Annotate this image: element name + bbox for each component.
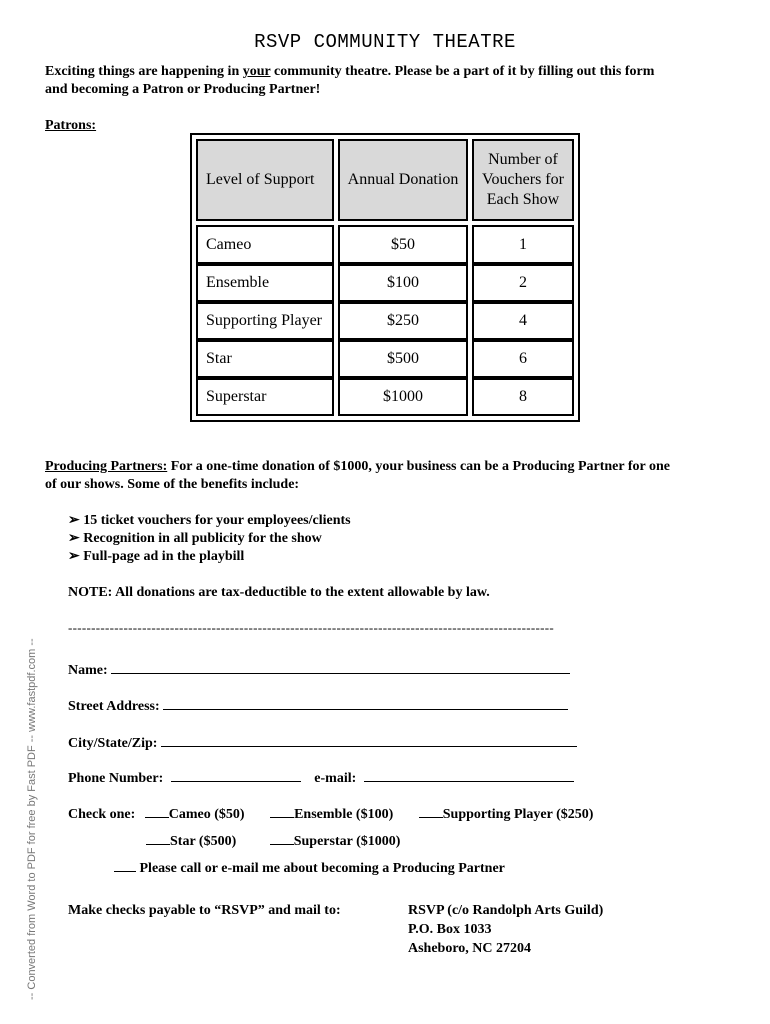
name-label: Name: (68, 663, 108, 678)
address-line: Asheboro, NC 27204 (408, 941, 532, 956)
header-vouchers: Number of Vouchers for Each Show (472, 139, 574, 221)
row-ensemble-level: Ensemble (196, 264, 334, 302)
row-star-vouchers: 6 (472, 340, 574, 378)
street-label: Street Address: (68, 699, 160, 714)
check-row-2 (146, 830, 400, 851)
row-superstar-donation: $1000 (338, 378, 468, 416)
star-option-label: Star ($500) (170, 834, 237, 849)
row-superstar-level: Superstar (196, 378, 334, 416)
page-title: RSVP COMMUNITY THEATRE (254, 31, 516, 53)
producing-text1: For a one-time donation of $1000, your business can be a Producing Partner for one (167, 459, 670, 474)
superstar-checkbox[interactable] (270, 830, 294, 845)
name-field[interactable] (111, 659, 570, 674)
phone-label: Phone Number: (68, 771, 164, 786)
street-field[interactable] (163, 695, 568, 710)
ensemble-option-label: Ensemble ($100) (294, 807, 394, 822)
call-me-row (114, 857, 505, 878)
star-checkbox[interactable] (146, 830, 170, 845)
patrons-heading: Patrons: (45, 118, 97, 133)
city-field[interactable] (161, 732, 577, 747)
call-me-label: Please call or e-mail me about becoming a Producing Partner (136, 861, 505, 876)
call-me-checkbox[interactable] (114, 857, 136, 872)
header-donation: Annual Donation (338, 139, 468, 221)
patron-table (190, 133, 580, 422)
row-supporting-level: Supporting Player (196, 302, 334, 340)
supporting-option-label: Supporting Player ($250) (442, 807, 594, 822)
phone-field[interactable] (171, 767, 301, 782)
email-label: e-mail: (314, 771, 357, 786)
mail-instruction: Make checks payable to “RSVP” and mail to: (68, 903, 341, 918)
arrow-bullet-icon: ➢ (68, 549, 84, 564)
city-row (68, 732, 577, 753)
row-cameo-level: Cameo (196, 225, 334, 264)
name-row (68, 659, 570, 680)
row-star-level: Star (196, 340, 334, 378)
row-cameo-donation: $50 (338, 225, 468, 264)
cameo-option-label: Cameo ($50) (168, 807, 245, 822)
producing-text2: of our shows. Some of the benefits include: (45, 477, 300, 492)
intro-emphasis: your (242, 64, 271, 79)
city-label: City/State/Zip: (68, 736, 158, 751)
tax-note: NOTE: All donations are tax-deductible to the extent allowable by law. (68, 585, 490, 600)
converter-watermark: -- Converted from Word to PDF for free by Fast PDF -- www.fastpdf.com -- (26, 638, 38, 1000)
row-superstar-vouchers: 8 (472, 378, 574, 416)
list-item: ➢ 15 ticket vouchers for your employees/clients (68, 513, 351, 528)
row-supporting-vouchers: 4 (472, 302, 574, 340)
row-star-donation: $500 (338, 340, 468, 378)
benefits-list (68, 512, 351, 566)
superstar-option-label: Superstar ($1000) (293, 834, 401, 849)
intro-text (45, 63, 735, 99)
address-line: P.O. Box 1033 (408, 922, 492, 937)
row-supporting-donation: $250 (338, 302, 468, 340)
arrow-bullet-icon: ➢ (68, 513, 84, 528)
row-ensemble-donation: $100 (338, 264, 468, 302)
row-cameo-vouchers: 1 (472, 225, 574, 264)
intro-part1: Exciting things are happening in (45, 64, 243, 79)
row-ensemble-vouchers: 2 (472, 264, 574, 302)
email-field[interactable] (364, 767, 574, 782)
mailing-address (408, 902, 603, 959)
list-item: ➢ Recognition in all publicity for the show (68, 531, 322, 546)
cameo-checkbox[interactable] (145, 803, 169, 818)
intro-line2: and becoming a Patron or Producing Partner! (45, 82, 321, 97)
producing-partners-text (45, 458, 735, 494)
intro-part2: community theatre. Please be a part of it by filling out this form (270, 64, 655, 79)
supporting-checkbox[interactable] (419, 803, 443, 818)
list-item: ➢ Full-page ad in the playbill (68, 549, 245, 564)
cut-line-divider: --------------------------------------------------------------------------------------------------------- (68, 620, 555, 635)
producing-heading: Producing Partners: (45, 459, 168, 474)
address-line: RSVP (c/o Randolph Arts Guild) (408, 903, 604, 918)
phone-row (68, 767, 574, 788)
ensemble-checkbox[interactable] (270, 803, 294, 818)
street-row (68, 695, 568, 716)
arrow-bullet-icon: ➢ (68, 531, 84, 546)
check-one-label: Check one: (68, 807, 136, 822)
header-level: Level of Support (196, 139, 334, 221)
check-row-1 (68, 803, 593, 824)
